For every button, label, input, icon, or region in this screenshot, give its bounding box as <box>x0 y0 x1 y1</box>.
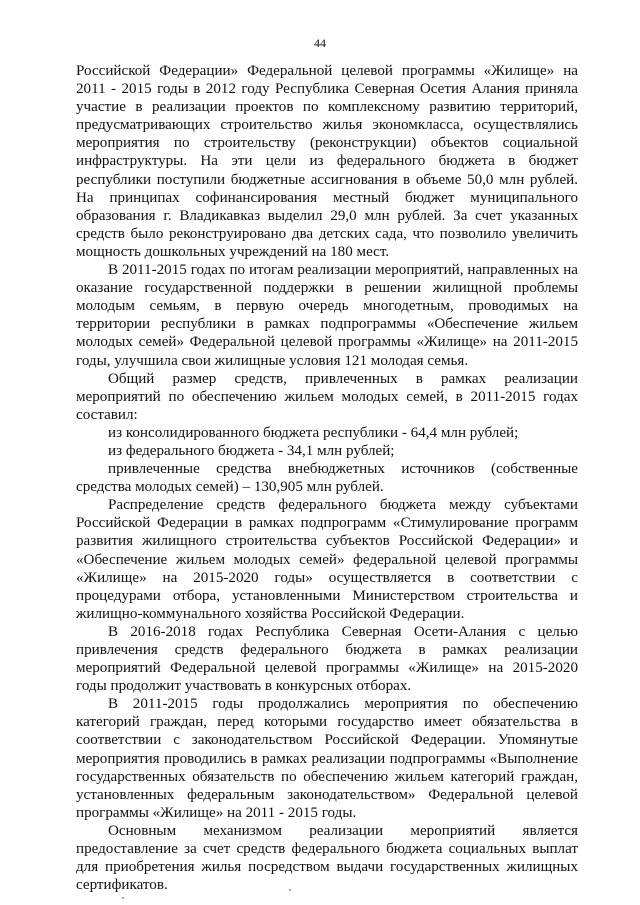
paragraph-federal-distribution: Распределение средств федерального бюджета между субъектами Российской Федерации в рамках подпрограмм «Стимулирование программ развития жилищного строительства субъектов Российской Федерации» и «Обеспечение жильем молодых семей» федеральной целевой программы «Жилище» на 2015-2020 годы» осуществляется в соответствии с процедурами отбора, установленными Министерством строительства и жилищно-коммунального хозяйства Российской Федерации. <box>76 497 578 622</box>
scan-speck <box>289 889 291 891</box>
list-item-federal-budget: из федерального бюджета - 34,1 млн рублей; <box>108 442 395 459</box>
paragraph-funding-total: Общий размер средств, привлеченных в рамках реализации мероприятий по обеспечению жильем молодых семей, в 2011-2015 годах составил: <box>76 370 578 423</box>
paragraph-young-families-results: В 2011-2015 годах по итогам реализации мероприятий, направленных на оказание государственной поддержки в решении жилищной проблемы молодым семьям, в первую очередь многодетным, проводимых на территории республики в рамках подпрограммы «Обеспечение жильем молодых семей» Федеральной целевой программы «Жилище» на 2011-2015 годы, улучшила свои жилищные условия 121 молодая семья. <box>76 262 578 369</box>
paragraph-2016-2018: В 2016-2018 годах Республика Северная Осети-Алания с целью привлечения средств федерального бюджета в рамках реализации мероприятий Федеральной целевой программы «Жилище» на 2015-2020 годы продолжит участвовать в конкурсных отборах. <box>76 623 578 695</box>
document-body <box>76 62 578 894</box>
page-number: 44 <box>314 36 326 50</box>
paragraph-state-obligations: В 2011-2015 годы продолжались мероприятия по обеспечению категорий граждан, перед которыми государство имеет обязательства в соответствии с законодательством Российской Федерации. Упомянутые мероприятия проводились в рамках реализации подпрограммы «Выполнение государственных обязательств по обеспечению жильем категорий граждан, установленных федеральным законодательством» Федеральной целевой программы «Жилище» на 2011 - 2015 годы. <box>76 696 578 821</box>
list-item-extrabudgetary: привлеченные средства внебюджетных источников (собственные средства молодых семей) – 130,905 млн рублей. <box>76 461 578 496</box>
list-item-consolidated-budget: из консолидированного бюджета республики - 64,4 млн рублей; <box>108 424 519 441</box>
scan-speck <box>122 897 124 899</box>
paragraph-main-mechanism: Основным механизмом реализации мероприятий является предоставление за счет средств федерального бюджета социальных выплат для приобретения жилья посредством выдачи государственных жилищных сертификатов. <box>76 822 578 894</box>
paragraph-continuation: Российской Федерации» Федеральной целевой программы «Жилище» на 2011 - 2015 годы в 2012 году Республика Северная Осетия Алания приняла участие в реализации проектов по комплексному развитию территорий, предусматривающих строительство жилья экономкласса, осуществлялись мероприятия по строительству (реконструкции) объектов социальной инфраструктуры. На эти цели из федерального бюджета в бюджет республики поступили бюджетные ассигнования в объеме 50,0 млн рублей. На принципах софинансирования местный бюджет муниципального образования г. Владикавказ выделил 29,0 млн рублей. За счет указанных средств было реконструировано два детских сада, что позволило увеличить мощность дошкольных учреждений на 180 мест. <box>76 63 578 260</box>
